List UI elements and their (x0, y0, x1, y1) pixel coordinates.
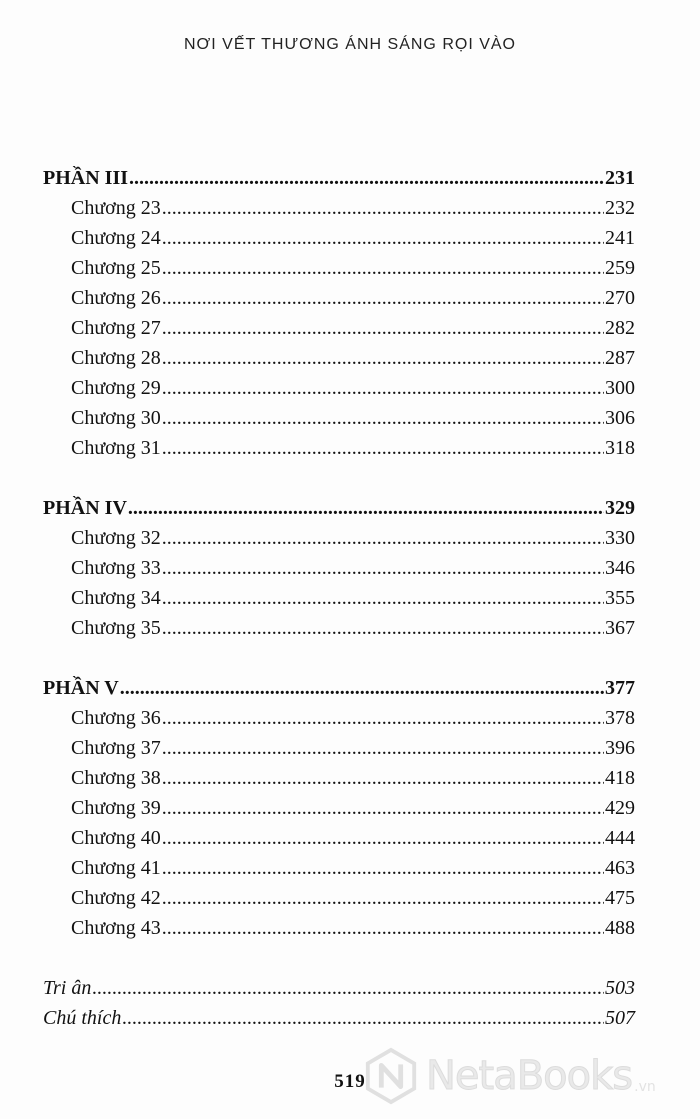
dot-leader (162, 613, 604, 643)
dot-leader (162, 733, 604, 763)
chapter-label: Chương 41 (71, 857, 161, 879)
chapter-label: Chương 37 (71, 737, 161, 759)
dot-leader (162, 703, 604, 733)
chapter-page: 259 (605, 257, 635, 279)
chapter-page: 475 (605, 887, 635, 909)
dot-leader (162, 523, 604, 553)
part-label: PHẦN III (43, 167, 129, 189)
toc-chapter-row (43, 763, 635, 793)
chapter-page: 306 (605, 407, 635, 429)
toc-part-row (43, 163, 635, 193)
toc-chapter-row (43, 283, 635, 313)
chapter-label: Chương 31 (71, 437, 161, 459)
toc-endmatter-row (43, 973, 635, 1003)
running-head-title: NƠI VẾT THƯƠNG ÁNH SÁNG RỌI VÀO (184, 36, 516, 53)
chapter-label: Chương 35 (71, 617, 161, 639)
chapter-label: Chương 23 (71, 197, 161, 219)
chapter-label: Chương 30 (71, 407, 161, 429)
dot-leader (92, 973, 604, 1003)
chapter-page: 378 (605, 707, 635, 729)
dot-leader (162, 553, 604, 583)
chapter-page: 318 (605, 437, 635, 459)
chapter-label: Chương 32 (71, 527, 161, 549)
table-of-contents (43, 163, 635, 1033)
watermark (362, 1043, 696, 1109)
chapter-label: Chương 28 (71, 347, 161, 369)
chapter-page: 232 (605, 197, 635, 219)
toc-chapter-row (43, 883, 635, 913)
toc-chapter-row (43, 343, 635, 373)
dot-leader (129, 163, 604, 193)
chapter-page: 418 (605, 767, 635, 789)
chapter-label: Chương 33 (71, 557, 161, 579)
chapter-label: Chương 27 (71, 317, 161, 339)
page-number: 519 (334, 1071, 366, 1092)
part-page: 377 (605, 677, 635, 699)
toc-chapter-row (43, 703, 635, 733)
section-gap (43, 463, 635, 493)
toc-part-row (43, 673, 635, 703)
chapter-label: Chương 42 (71, 887, 161, 909)
toc-chapter-row (43, 733, 635, 763)
chapter-label: Chương 39 (71, 797, 161, 819)
chapter-page: 346 (605, 557, 635, 579)
dot-leader (162, 883, 604, 913)
dot-leader (120, 673, 604, 703)
chapter-page: 287 (605, 347, 635, 369)
dot-leader (162, 853, 604, 883)
watermark-brand: NetaBooks (426, 1053, 633, 1099)
chapter-label: Chương 24 (71, 227, 161, 249)
toc-chapter-row (43, 823, 635, 853)
dot-leader (162, 403, 604, 433)
chapter-label: Chương 40 (71, 827, 161, 849)
chapter-label: Chương 26 (71, 287, 161, 309)
dot-leader (128, 493, 604, 523)
dot-leader (162, 793, 604, 823)
netabooks-logo-icon (362, 1047, 420, 1105)
part-page: 329 (605, 497, 635, 519)
toc-chapter-row (43, 583, 635, 613)
toc-chapter-row (43, 793, 635, 823)
part-label: PHẦN V (43, 677, 119, 699)
chapter-label: Chương 36 (71, 707, 161, 729)
chapter-label: Chương 38 (71, 767, 161, 789)
dot-leader (162, 253, 604, 283)
section-gap (43, 943, 635, 973)
chapter-page: 429 (605, 797, 635, 819)
toc-chapter-row (43, 613, 635, 643)
toc-chapter-row (43, 403, 635, 433)
toc-chapter-row (43, 913, 635, 943)
endmatter-label: Chú thích (43, 1007, 122, 1029)
chapter-page: 282 (605, 317, 635, 339)
chapter-page: 330 (605, 527, 635, 549)
dot-leader (162, 313, 604, 343)
chapter-page: 355 (605, 587, 635, 609)
chapter-page: 444 (605, 827, 635, 849)
toc-chapter-row (43, 223, 635, 253)
dot-leader (162, 763, 604, 793)
toc-part-row (43, 493, 635, 523)
part-page: 231 (605, 167, 635, 189)
dot-leader (162, 193, 604, 223)
chapter-page: 300 (605, 377, 635, 399)
section-gap (43, 643, 635, 673)
dot-leader (162, 913, 604, 943)
endmatter-page: 507 (605, 1007, 635, 1029)
toc-chapter-row (43, 853, 635, 883)
dot-leader (162, 343, 604, 373)
toc-chapter-row (43, 313, 635, 343)
endmatter-label: Tri ân (43, 977, 92, 999)
toc-chapter-row (43, 373, 635, 403)
chapter-page: 367 (605, 617, 635, 639)
dot-leader (162, 433, 604, 463)
dot-leader (162, 223, 604, 253)
dot-leader (162, 583, 604, 613)
chapter-page: 396 (605, 737, 635, 759)
toc-chapter-row (43, 553, 635, 583)
toc-chapter-row (43, 433, 635, 463)
endmatter-page: 503 (605, 977, 635, 999)
dot-leader (162, 823, 604, 853)
chapter-page: 270 (605, 287, 635, 309)
part-label: PHẦN IV (43, 497, 127, 519)
toc-chapter-row (43, 523, 635, 553)
chapter-label: Chương 43 (71, 917, 161, 939)
dot-leader (122, 1003, 604, 1033)
chapter-label: Chương 34 (71, 587, 161, 609)
chapter-page: 241 (605, 227, 635, 249)
toc-endmatter-row (43, 1003, 635, 1033)
dot-leader (162, 373, 604, 403)
chapter-label: Chương 29 (71, 377, 161, 399)
chapter-label: Chương 25 (71, 257, 161, 279)
toc-chapter-row (43, 253, 635, 283)
watermark-suffix: .vn (634, 1079, 656, 1095)
chapter-page: 463 (605, 857, 635, 879)
chapter-page: 488 (605, 917, 635, 939)
toc-chapter-row (43, 193, 635, 223)
dot-leader (162, 283, 604, 313)
